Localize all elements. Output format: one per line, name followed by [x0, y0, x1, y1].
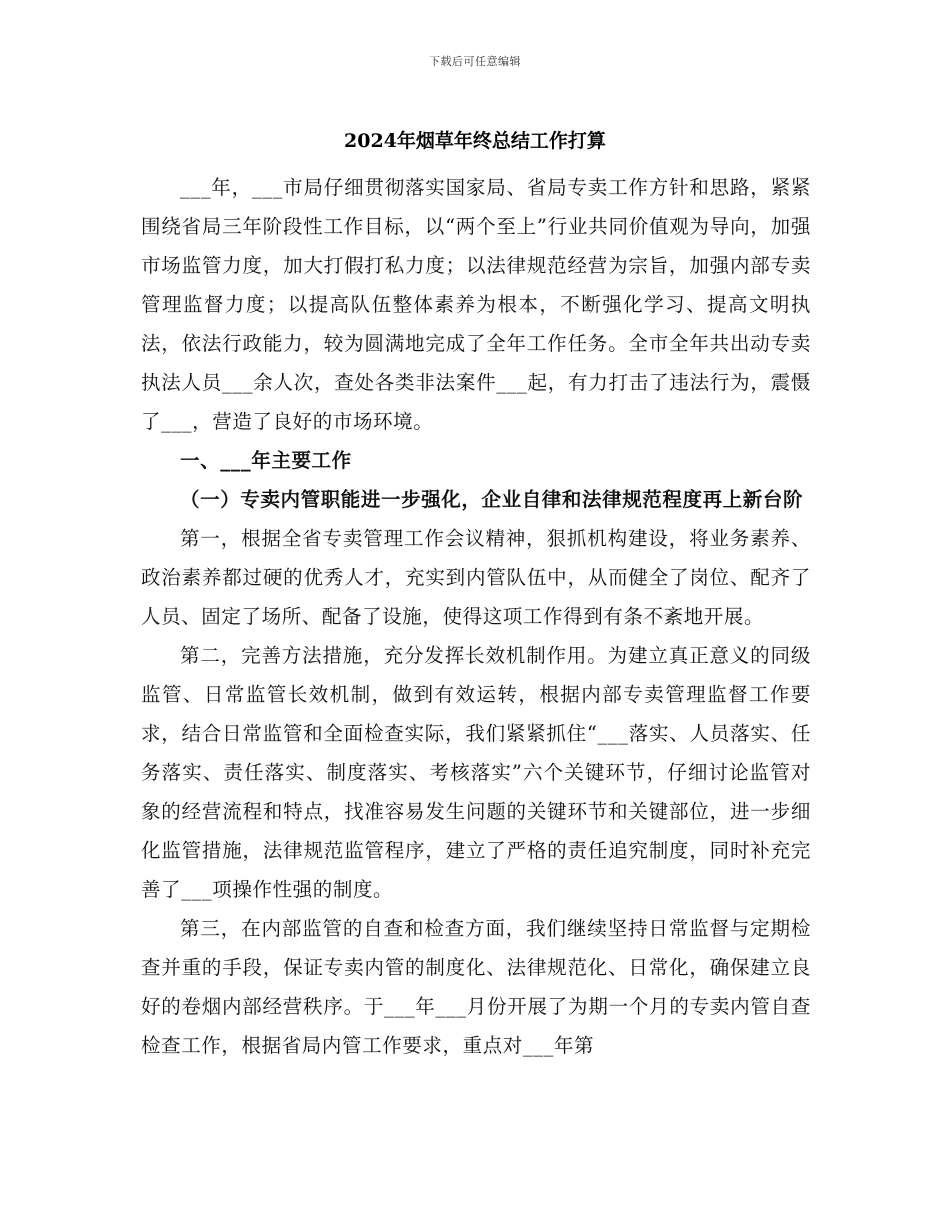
- paragraph-third: 第三，在内部监管的自查和检查方面，我们继续坚持日常监督与定期检查并重的手段，保证专卖内管的制度化、法律规范化、日常化，确保建立良好的卷烟内部经营秩序。于___年___月份开展了为期一个月的专卖内管自查检查工作，根据省局内管工作要求，重点对___年第: [141, 917, 811, 1057]
- document-title: 2024年烟草年终总结工作打算: [344, 130, 606, 152]
- subsection-heading: （一）专卖内管职能进一步强化，企业自律和法律规范程度再上新台阶: [180, 488, 804, 511]
- paragraph-second: 第二，完善方法措施，充分发挥长效机制作用。为建立真正意义的同级监管、日常监管长效机制，做到有效运转，根据内部专卖管理监督工作要求，结合日常监管和全面检查实际，我们紧紧抓住“___落实、人员落实、任务落实、责任落实、制度落实、考核落实”六个关键环节，仔细讨论监管对象的经营流程和特点，找准容易发生问题的关键环节和关键部位，进一步细化监管措施，法律规范监管程序，建立了严格的责任追究制度，同时补充完善了___项操作性强的制度。: [141, 644, 811, 901]
- document-body: [141, 168, 811, 1065]
- intro-paragraph: ___年，___市局仔细贯彻落实国家局、省局专卖工作方针和思路，紧紧围绕省局三年阶段性工作目标，以“两个至上”行业共同价值观为导向，加强市场监管力度，加大打假打私力度；以法律规范经营为宗旨，加强内部专卖管理监督力度；以提高队伍整体素养为根本，不断强化学习、提高文明执法，依法行政能力，较为圆满地完成了全年工作任务。全市全年共出动专卖执法人员___余人次，查处各类非法案件___起，有力打击了违法行为，震慑了___，营造了良好的市场环境。: [141, 176, 811, 433]
- section-heading: 一、___年主要工作: [180, 449, 352, 472]
- header-note: 下载后可任意编辑: [429, 55, 521, 68]
- paragraph-first: 第一，根据全省专卖管理工作会议精神，狠抓机构建设，将业务素养、政治素养都过硬的优秀人才，充实到内管队伍中，从而健全了岗位、配齐了人员、固定了场所、配备了设施，使得这项工作得到有条不紊地开展。: [141, 527, 811, 628]
